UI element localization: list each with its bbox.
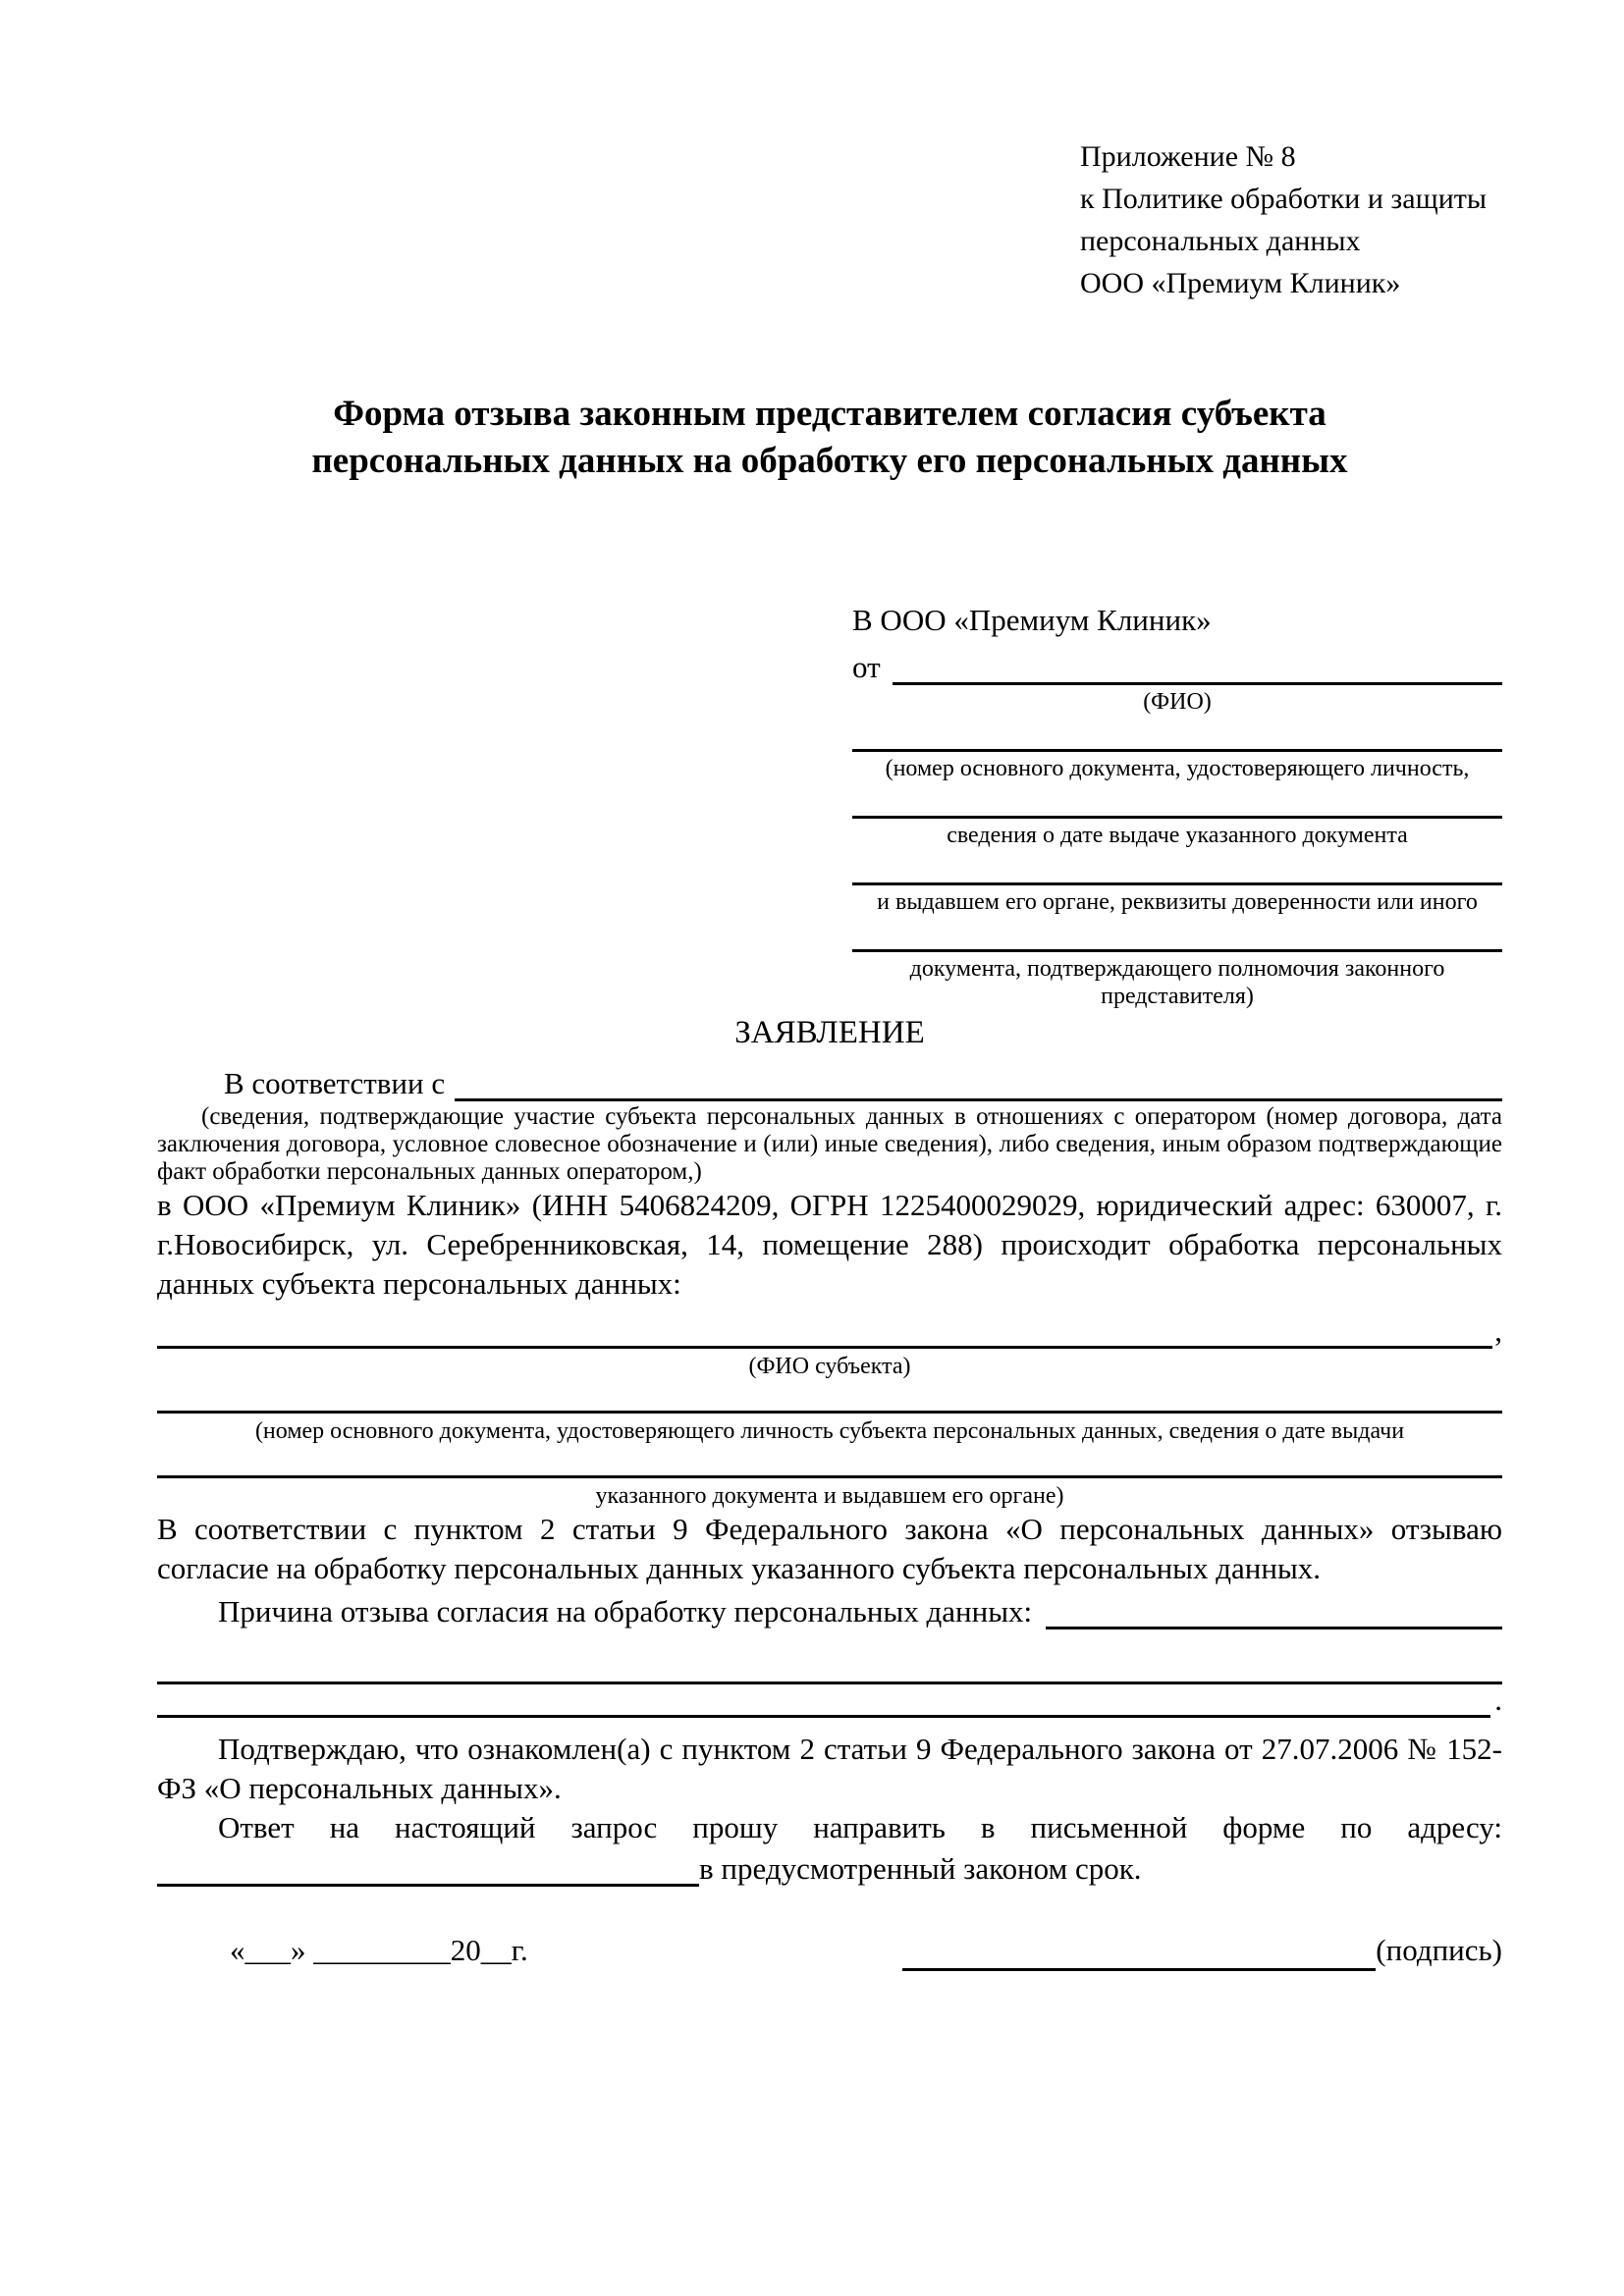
withdrawal-paragraph: В соответствии с пунктом 2 статьи 9 Федерального закона «О персональных данных» отзываю согласие на обработку персональных данных указанного субъекта персональных данных. [157,1512,1502,1585]
reason-blank [1046,1627,1502,1629]
reason-label: Причина отзыва согласия на обработку персональных данных: [218,1594,1033,1629]
doc-number-caption: (номер основного документа, удостоверяющего личность, [885,756,1470,781]
basis-blank [455,1098,1502,1101]
addressee-organization: В ООО «Премиум Клиник» [852,603,1212,637]
addressee-from-row [852,642,1502,685]
statement-heading: ЗАЯВЛЕНИЕ [734,1015,925,1050]
subject-doc-blank-1 [157,1411,1502,1414]
subject-fio-blank [157,1346,1492,1349]
basis-row [157,1062,1502,1101]
doc-date-blank [852,782,1502,819]
reason-period: . [1494,1682,1502,1717]
addressee-block [852,599,1502,1010]
subject-fio-caption: (ФИО субъекта) [748,1354,911,1379]
from-fio-blank [893,682,1502,685]
reply-address-blank [157,1884,699,1887]
doc-authority-caption: документа, подтверждающего полномочия законного представителя) [909,956,1445,1009]
document-title [157,391,1502,485]
doc-issuer-blank [852,849,1502,885]
confirmation-paragraph: Подтверждаю, что ознакомлен(а) с пунктом 2 статьи 9 Федерального закона от 27.07.2006 № 152-ФЗ «О персональных данных». [157,1732,1502,1805]
doc-issuer-caption: и выдавшем его органе, реквизиты доверенности или иного [877,889,1478,915]
date-blank-text: «___» _________20__г. [230,1933,528,1967]
subject-doc-caption-2: указанного документа и выдавшем его органе) [595,1483,1064,1509]
signature-area [902,1930,1502,1971]
subject-fio-row [157,1315,1502,1349]
signature-caption: (подпись) [1376,1933,1502,1967]
basis-label: В соответствии с [224,1066,446,1100]
fio-caption: (ФИО) [1143,689,1212,715]
reply-address-row [157,1847,1502,1887]
appendix-number: Приложение № 8 [1080,140,1296,173]
reason-continuation-row-2 [157,1684,1502,1718]
appendix-company: ООО «Премиум Клиник» [1080,267,1401,299]
document-title-text: Форма отзыва законным представителем согласия субъекта персональных данных на обработку его персональных данных [311,394,1348,481]
doc-date-caption: сведения о дате выдаче указанного документа [947,823,1408,848]
reply-tail-text: в предусмотренный законом срок. [699,1851,1142,1886]
subject-doc-row-2 [157,1445,1502,1478]
date-signature-row [157,1930,1502,1971]
spacer [157,1304,1502,1315]
subject-doc-caption-1: (номер основного документа, удостоверяющего личность субъекта персональных данных, сведения о дате выдачи [254,1418,1405,1444]
reason-continuation-blank-1 [157,1682,1502,1684]
operator-paragraph: в ООО «Премиум Клиник» (ИНН 5406824209, ОГРН 1225400029029, юридический адрес: 630007, г. г.Новосибирск, ул. Серебренниковская, 14, помещение 288) происходит обработка персональных данных субъекта персональных данных: [157,1188,1502,1301]
reply-request-line: Ответ на настоящий запрос прошу направить в письменной форме по адресу: [218,1810,1502,1844]
appendix-policy-line2: персональных данных [1080,225,1361,257]
reason-continuation-row-1 [157,1647,1502,1684]
doc-number-blank [852,716,1502,752]
reason-row [157,1588,1502,1629]
basis-caption: (сведения, подтверждающие участие субъекта персональных данных в отношениях с оператором (номер договора, дата заключения договора, условное словесное обозначение и (или) иные сведения), либо сведения, иным образом подтверждающие факт обработки персональных данных оператором,) [157,1103,1502,1185]
statement-body [157,1011,1502,1887]
spacer [157,1718,1502,1730]
subject-fio-comma: , [1494,1313,1502,1348]
subject-doc-row-1 [157,1380,1502,1414]
appendix-header [1080,135,1487,304]
appendix-policy-line: к Политике обработки и защиты [1080,183,1488,215]
reason-continuation-blank-2 [157,1715,1490,1718]
doc-authority-blank [852,916,1502,952]
spacer [157,1629,1502,1647]
subject-doc-blank-2 [157,1475,1502,1478]
from-label: от [852,650,881,684]
signature-blank [902,1931,1376,1971]
